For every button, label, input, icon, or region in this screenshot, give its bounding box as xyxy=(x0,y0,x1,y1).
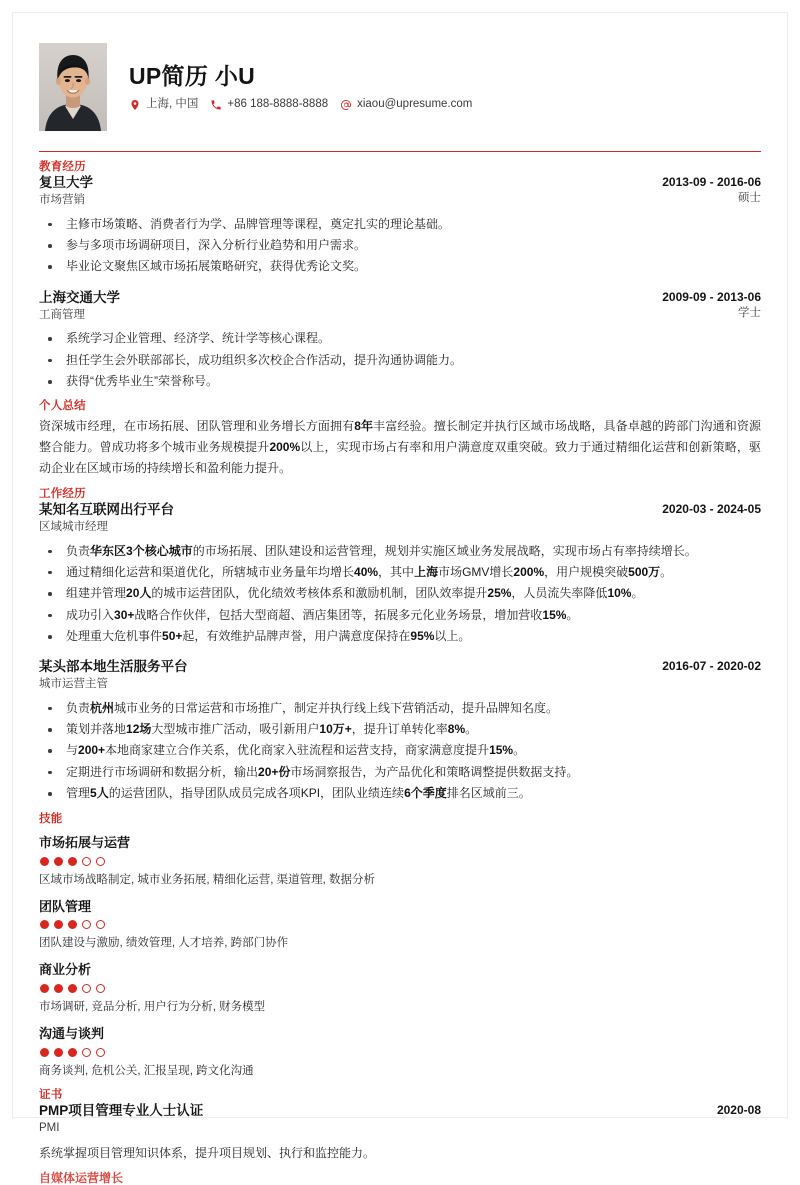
entry-right xyxy=(662,502,761,517)
bullet-item: 组建并管理20人的城市运营团队，优化绩效考核体系和激励机制，团队效率提升25%，人员流失率降低10%。 xyxy=(39,583,761,604)
section-title-certificates: 证书 xyxy=(39,1088,63,1101)
education-entry xyxy=(39,175,761,277)
skill-item xyxy=(39,899,761,954)
rating-dot-filled xyxy=(54,1048,63,1057)
header-text-block xyxy=(125,63,761,110)
bullet-item: 处理重大危机事件50+起，有效维护品牌声誉，用户满意度保持在95%以上。 xyxy=(39,626,761,647)
rating-dot-filled xyxy=(40,1048,49,1057)
rating-dot-filled xyxy=(54,920,63,929)
bullet-list xyxy=(39,541,761,648)
bullet-item: 获得“优秀毕业生”荣誉称号。 xyxy=(39,371,761,392)
skill-item xyxy=(39,835,761,890)
rating-dot-empty xyxy=(96,1048,105,1057)
section-title-skills: 技能 xyxy=(39,812,63,825)
skill-name: 沟通与谈判 xyxy=(39,1026,105,1041)
date-range: 2016-07 - 2020-02 xyxy=(662,659,761,674)
entry-header xyxy=(39,175,761,208)
contact-location-text: 上海, 中国 xyxy=(146,97,199,110)
bullet-item: 定期进行市场调研和数据分析，输出20+份市场洞察报告，为产品优化和策略调整提供数据支持。 xyxy=(39,762,761,783)
rating-dot-filled xyxy=(54,984,63,993)
skill-detail: 区域市场战略制定, 城市业务拓展, 精细化运营, 渠道管理, 数据分析 xyxy=(39,873,376,886)
summary-paragraph: 资深城市经理，在市场拓展、团队管理和业务增长方面拥有8年丰富经验。擅长制定并执行区域市场战略，具备卓越的跨部门沟通和资源整合能力。曾成功将多个城市业务规模提升200%以上，实现市场占有率和用户满意度双重突破。致力于通过精细化运营和创新策略，驱动企业在区域市场的持续增长和盈利能力提升。 xyxy=(39,418,761,476)
skill-detail: 团队建设与激励, 绩效管理, 人才培养, 跨部门协作 xyxy=(39,937,289,950)
section-certificates xyxy=(39,1088,761,1185)
entry-left xyxy=(39,502,174,535)
certificate-entry xyxy=(39,1103,761,1165)
rating-dot-filled xyxy=(68,1048,77,1057)
entry-left xyxy=(39,290,120,323)
date-range: 2020-03 - 2024-05 xyxy=(662,502,761,517)
skill-rating xyxy=(40,857,761,866)
contact-phone-text: +86 188-8888-8888 xyxy=(227,97,329,110)
resume-header xyxy=(39,43,761,135)
skill-item xyxy=(39,1026,761,1081)
skill-rating xyxy=(40,920,761,929)
degree-label: 学士 xyxy=(738,306,761,319)
bullet-item: 负责杭州城市业务的日常运营和市场推广，制定并执行线上线下营销活动，提升品牌知名度。 xyxy=(39,698,761,719)
rating-dot-filled xyxy=(40,920,49,929)
bullet-item: 管理5人的运营团队，指导团队成员完成各项KPI，团队业绩连续6个季度排名区域前三。 xyxy=(39,783,761,804)
rating-dot-empty xyxy=(82,857,91,866)
section-skills xyxy=(39,812,761,1081)
contact-email-text: xiaou@upresume.com xyxy=(357,97,473,110)
rating-dot-empty xyxy=(82,1048,91,1057)
certificate-issuer: PMI xyxy=(39,1121,60,1134)
rating-dot-empty xyxy=(82,920,91,929)
section-title-work: 工作经历 xyxy=(39,487,86,500)
certificate-name: PMP项目管理专业人士认证 xyxy=(39,1103,204,1119)
page-title: UP简历 小U xyxy=(129,63,256,90)
rating-dot-filled xyxy=(54,857,63,866)
entry-header xyxy=(39,290,761,323)
company-name: 某知名互联网出行平台 xyxy=(39,502,174,518)
entry-right xyxy=(662,175,761,207)
rating-dot-filled xyxy=(68,857,77,866)
avatar xyxy=(39,43,107,131)
location-pin-icon xyxy=(129,99,141,111)
section-title-summary: 个人总结 xyxy=(39,400,86,413)
entry-left xyxy=(39,175,93,208)
job-title: 城市运营主管 xyxy=(39,678,108,691)
skill-detail: 市场调研, 竞品分析, 用户行为分析, 财务模型 xyxy=(39,1001,266,1014)
entry-left xyxy=(39,659,188,692)
school-name: 复旦大学 xyxy=(39,175,93,191)
certificate-date: 2020-08 xyxy=(716,1103,761,1118)
major-name: 工商管理 xyxy=(39,308,85,321)
skill-rating xyxy=(40,984,761,993)
bullet-item: 成功引入30+战略合作伙伴，包括大型商超、酒店集团等，拓展多元化业务场景，增加营收15%。 xyxy=(39,605,761,626)
section-education xyxy=(39,160,761,392)
entry-header xyxy=(39,502,761,535)
skill-detail: 商务谈判, 危机公关, 汇报呈现, 跨文化沟通 xyxy=(39,1064,254,1077)
degree-label: 硕士 xyxy=(738,192,761,205)
rating-dot-empty xyxy=(96,984,105,993)
entry-header xyxy=(39,659,761,692)
company-name: 某头部本地生活服务平台 xyxy=(39,659,188,675)
skill-rating xyxy=(40,1048,761,1057)
date-range: 2009-09 - 2013-06 xyxy=(662,289,761,304)
job-title: 区域城市经理 xyxy=(39,521,108,534)
entry-left xyxy=(39,1103,203,1136)
rating-dot-filled xyxy=(68,984,77,993)
rating-dot-empty xyxy=(96,920,105,929)
skill-name: 市场拓展与运营 xyxy=(39,834,131,850)
contact-list xyxy=(129,99,761,111)
email-at-icon xyxy=(340,99,352,111)
entry-right xyxy=(662,659,761,674)
contact-email xyxy=(340,99,472,111)
section-work-experience xyxy=(39,487,761,805)
skill-name: 商业分析 xyxy=(39,962,92,978)
bullet-list xyxy=(39,214,761,278)
work-entry xyxy=(39,502,761,647)
bullet-item: 主修市场策略、消费者行为学、品牌管理等课程，奠定扎实的理论基础。 xyxy=(39,214,761,235)
bullet-item: 系统学习企业管理、经济学、统计学等核心课程。 xyxy=(39,328,761,349)
skill-item xyxy=(39,962,761,1017)
skill-name: 团队管理 xyxy=(39,898,92,914)
resume-sheet xyxy=(12,12,788,1185)
bullet-item: 通过精细化运营和渠道优化，所辖城市业务量年均增长40%，其中上海市场GMV增长200%，用户规模突破500万。 xyxy=(39,562,761,583)
contact-phone xyxy=(210,99,328,111)
clipped-next-section-title: 自媒体运营增长 xyxy=(39,1170,124,1185)
rating-dot-filled xyxy=(40,857,49,866)
bullet-item: 毕业论文聚焦区域市场拓展策略研究，获得优秀论文奖。 xyxy=(39,256,761,277)
rating-dot-filled xyxy=(40,984,49,993)
certificate-description: 系统掌握项目管理知识体系，提升项目规划、执行和监控能力。 xyxy=(39,1146,376,1161)
school-name: 上海交通大学 xyxy=(39,289,120,305)
phone-icon xyxy=(210,99,222,111)
rating-dot-empty xyxy=(82,984,91,993)
header-divider xyxy=(39,151,761,152)
contact-location xyxy=(129,99,198,111)
section-summary xyxy=(39,399,761,479)
bullet-item: 参与多项市场调研项目，深入分析行业趋势和用户需求。 xyxy=(39,235,761,256)
education-entry xyxy=(39,290,761,392)
section-title-education: 教育经历 xyxy=(39,161,86,173)
bullet-item: 担任学生会外联部部长，成功组织多次校企合作活动，提升沟通协调能力。 xyxy=(39,350,761,371)
bullet-list xyxy=(39,328,761,392)
bullet-item: 与200+本地商家建立合作关系，优化商家入驻流程和运营支持，商家满意度提升15%。 xyxy=(39,740,761,761)
rating-dot-empty xyxy=(96,857,105,866)
entry-right xyxy=(717,1103,761,1118)
entry-right xyxy=(662,290,761,322)
bullet-item: 负责华东区3个核心城市的市场拓展、团队建设和运营管理，规划并实施区域业务发展战略，实现市场占有率持续增长。 xyxy=(39,541,761,562)
rating-dot-filled xyxy=(68,920,77,929)
date-range: 2013-09 - 2016-06 xyxy=(662,175,761,190)
major-name: 市场营销 xyxy=(39,194,85,207)
bullet-list xyxy=(39,698,761,805)
entry-header xyxy=(39,1103,761,1136)
work-entry xyxy=(39,659,761,804)
bullet-item: 策划并落地12场大型城市推广活动，吸引新用户10万+，提升订单转化率8%。 xyxy=(39,719,761,740)
